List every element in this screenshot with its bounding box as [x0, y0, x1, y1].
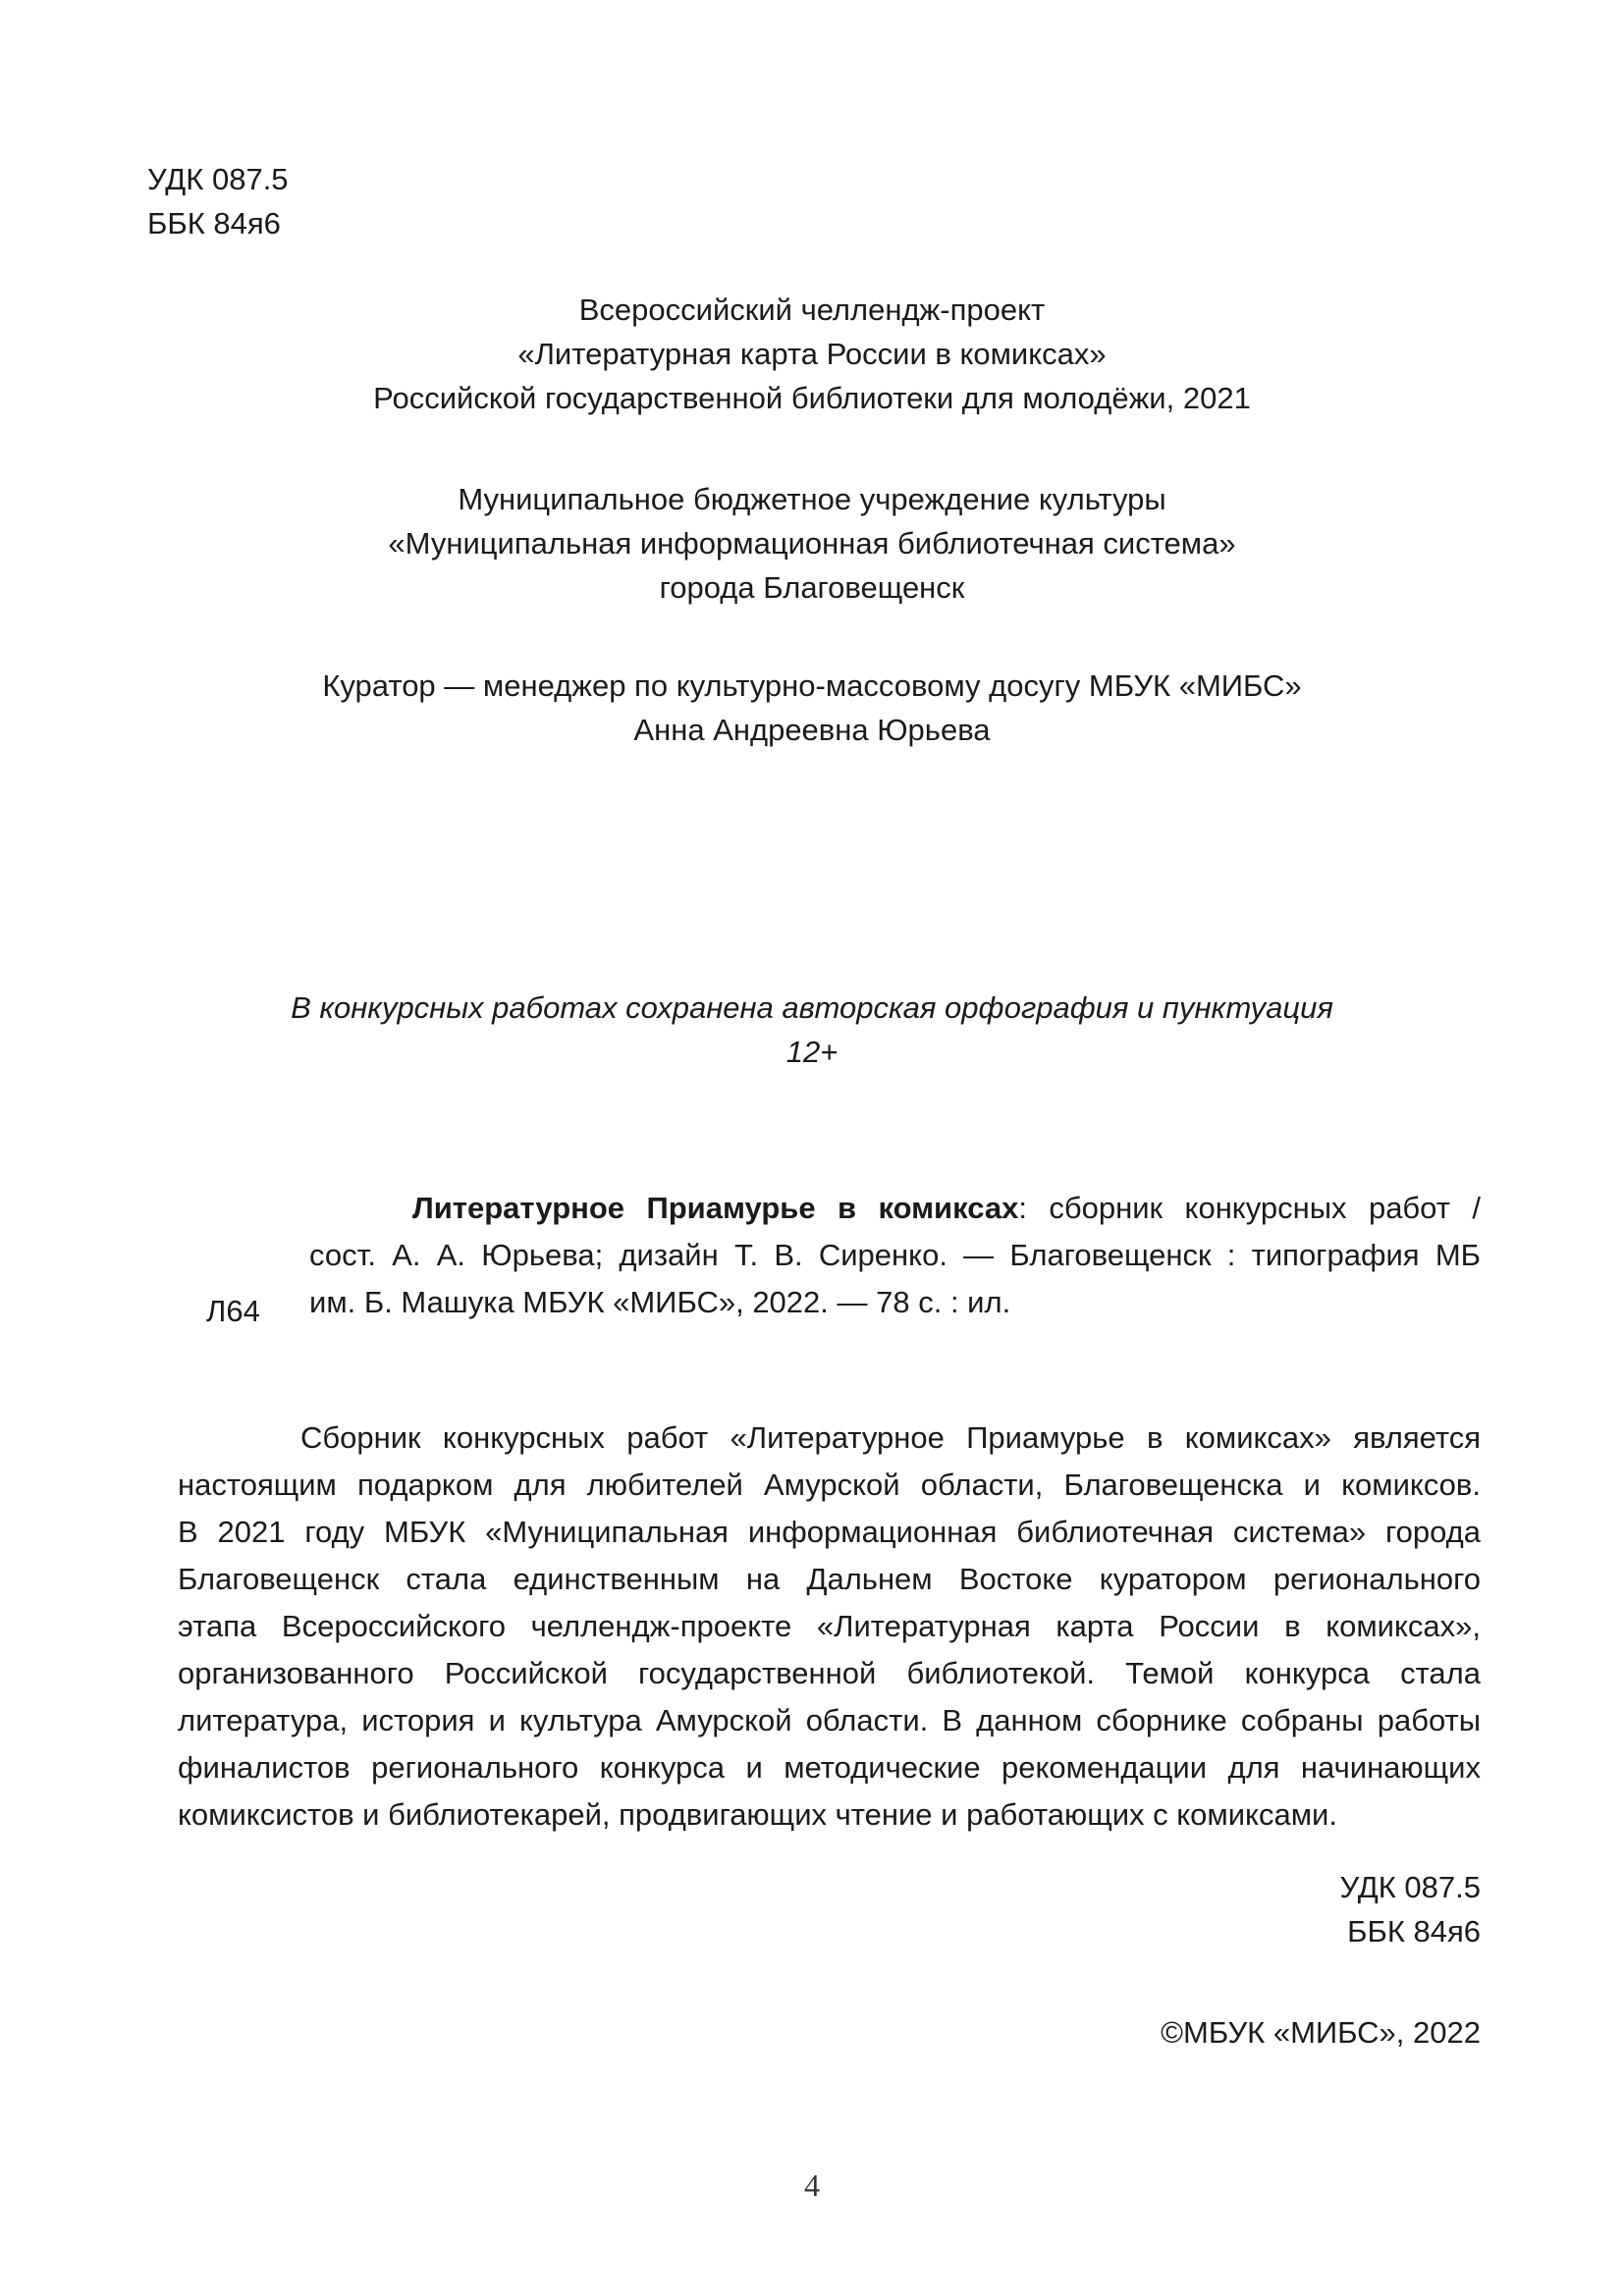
abstract-line: настоящим подарком для любителей Амурской области, Благовещенска и комиксов. — [178, 1468, 1481, 1502]
abstract-line: финалистов регионального конкурса и методические рекомендации для начинающих — [178, 1750, 1481, 1785]
classification-codes-bottom — [1339, 1865, 1481, 1953]
orthography-note: В конкурсных работах сохранена авторская орфография и пунктуация — [291, 990, 1333, 1025]
abstract-line: Сборник конкурсных работ «Литературное Приамурье в комиксах» является — [300, 1420, 1481, 1455]
cutter-mark: Л64 — [206, 1294, 260, 1328]
institution-line: Муниципальное бюджетное учреждение культуры — [458, 482, 1166, 516]
bib-line — [309, 1185, 1481, 1232]
book-title: Литературное Приамурье в комиксах — [412, 1191, 1019, 1225]
abstract-line: организованного Российской государственной библиотекой. Темой конкурса стала — [178, 1656, 1481, 1690]
abstract-line: литература, история и культура Амурской области. В данном сборнике собраны работы — [178, 1703, 1481, 1737]
abstract-line: Благовещенск стала единственным на Дальнем Востоке куратором регионального — [178, 1562, 1481, 1596]
institution-line: города Благовещенск — [659, 570, 965, 605]
classification-codes-top — [147, 157, 289, 245]
bibliographic-record — [309, 1185, 1481, 1326]
bbk-code: ББК 84я6 — [1347, 1914, 1481, 1949]
bib-line: им. Б. Машука МБУК «МИБС», 2022. — 78 с. : ил. — [309, 1285, 1011, 1319]
page-number: 4 — [804, 2167, 820, 2203]
abstract-line: комиксистов и библиотекарей, продвигающих чтение и работающих с комиксами. — [178, 1797, 1337, 1832]
curator-role: Куратор — менеджер по культурно-массовому досугу МБУК «МИБС» — [322, 668, 1302, 703]
abstract-line: этапа Всероссийского челлендж-проекте «Литературная карта России в комиксах», — [178, 1609, 1481, 1643]
abstract-line: В 2021 году МБУК «Муниципальная информационная библиотечная система» города — [178, 1515, 1481, 1549]
institution-block — [0, 477, 1624, 610]
project-line: «Литературная карта России в комиксах» — [517, 337, 1107, 371]
bib-line1-rest: : сборник конкурсных работ / — [1018, 1191, 1481, 1225]
project-line: Всероссийский челлендж-проект — [578, 293, 1046, 327]
age-rating: 12+ — [785, 1035, 839, 1069]
bbk-code: ББК 84я6 — [147, 206, 281, 240]
bib-line: сост. А. А. Юрьева; дизайн Т. В. Сиренко. — Благовещенск : типография МБ — [309, 1238, 1481, 1272]
institution-line: «Муниципальная информационная библиотечная система» — [388, 526, 1236, 561]
project-line: Российской государственной библиотеки для молодёжи, 2021 — [373, 381, 1251, 415]
udk-code: УДК 087.5 — [147, 162, 289, 196]
udk-code: УДК 087.5 — [1339, 1870, 1481, 1904]
curator-block — [0, 664, 1624, 752]
abstract-paragraph — [178, 1415, 1481, 1839]
note-block — [0, 986, 1624, 1074]
copyright-notice: ©МБУК «МИБС», 2022 — [1161, 2015, 1481, 2050]
curator-name: Анна Андреевна Юрьева — [633, 713, 991, 747]
project-block — [0, 288, 1624, 420]
